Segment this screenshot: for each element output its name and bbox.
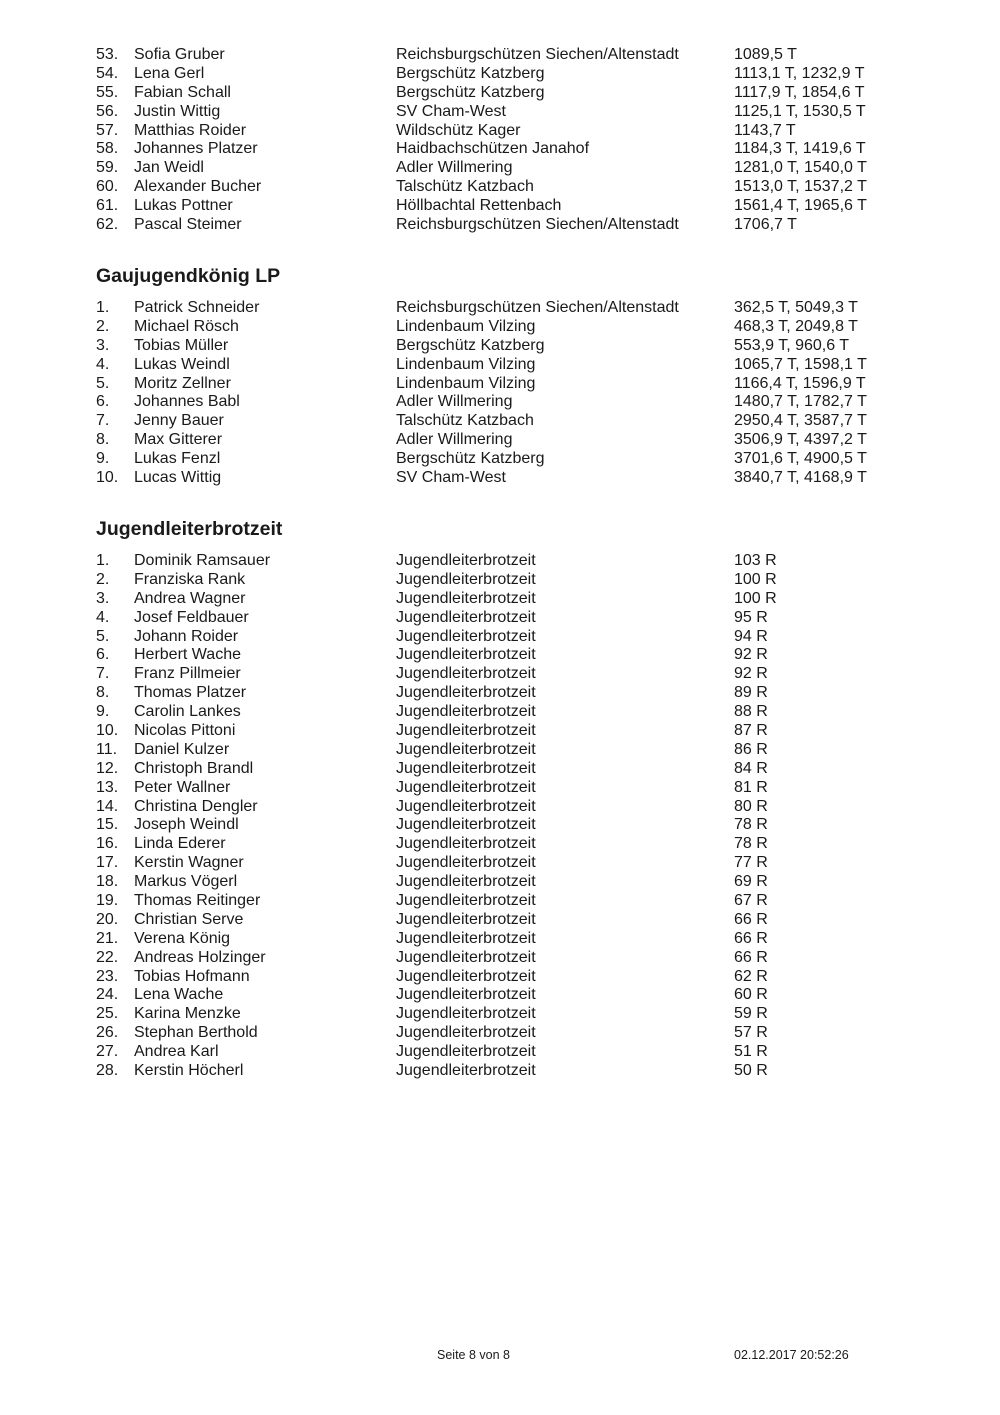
name-cell: Thomas Platzer [134,684,247,702]
club-cell: Talschütz Katzbach [396,412,534,430]
table-row [96,779,906,798]
name-cell: Johannes Babl [134,393,240,411]
table-row [96,571,906,590]
table-row [96,393,906,412]
value-cell: 1513,0 T, 1537,2 T [734,178,867,196]
rank-cell: 18. [96,873,119,891]
club-cell: Wildschütz Kager [396,121,521,139]
club-cell: Lindenbaum Vilzing [396,355,536,373]
table-row [96,159,906,178]
name-cell: Max Gitterer [134,431,223,449]
table-row [96,122,906,141]
value-cell: 1561,4 T, 1965,6 T [734,197,867,215]
rank-cell: 28. [96,1062,119,1080]
name-cell: Franziska Rank [134,570,246,588]
value-cell: 78 R [734,816,768,834]
table-row [96,337,906,356]
value-cell: 66 R [734,910,768,928]
club-cell: Bergschütz Katzberg [396,83,545,101]
table-row [96,609,906,628]
value-cell: 2950,4 T, 3587,7 T [734,412,867,430]
table-row [96,968,906,987]
club-cell: SV Cham-West [396,102,506,120]
rank-cell: 61. [96,197,119,215]
table-row [96,1043,906,1062]
club-cell: Jugendleiterbrotzeit [396,646,536,664]
value-cell: 94 R [734,627,768,645]
rank-cell: 3. [96,589,110,607]
name-cell: Justin Wittig [134,102,221,120]
value-cell: 62 R [734,967,768,985]
value-cell: 1143,7 T [734,121,796,139]
value-cell: 1706,7 T [734,216,797,234]
name-cell: Herbert Wache [134,646,241,664]
table-row [96,299,906,318]
table-row [96,590,906,609]
name-cell: Daniel Kulzer [134,740,230,758]
value-cell: 1113,1 T, 1232,9 T [734,64,865,82]
club-cell: Adler Willmering [396,431,513,449]
club-cell: Bergschütz Katzberg [396,450,545,468]
club-cell: Jugendleiterbrotzeit [396,1043,536,1061]
name-cell: Stephan Berthold [134,1024,258,1042]
club-cell: Jugendleiterbrotzeit [396,1005,536,1023]
table-row [96,986,906,1005]
name-cell: Johannes Platzer [134,140,258,158]
section-title-gaujugendkoenig: Gaujugendkönig LP [96,265,281,287]
value-cell: 77 R [734,854,768,872]
club-cell: Jugendleiterbrotzeit [396,1062,536,1080]
name-cell: Dominik Ramsauer [134,552,271,569]
table-row [96,665,906,684]
name-cell: Kerstin Höcherl [134,1062,244,1080]
rank-cell: 5. [96,627,110,645]
club-cell: Jugendleiterbrotzeit [396,552,536,569]
value-cell: 1125,1 T, 1530,5 T [734,102,866,120]
rank-cell: 25. [96,1005,119,1023]
table-row [96,911,906,930]
rank-cell: 16. [96,835,119,853]
value-cell: 362,5 T, 5049,3 T [734,299,858,316]
table-row [96,741,906,760]
rank-cell: 19. [96,892,119,910]
name-cell: Jan Weidl [134,159,204,177]
value-cell: 3840,7 T, 4168,9 T [734,469,867,487]
value-cell: 59 R [734,1005,768,1023]
name-cell: Linda Ederer [134,835,226,853]
club-cell: Jugendleiterbrotzeit [396,740,536,758]
value-cell: 92 R [734,665,768,683]
value-cell: 553,9 T, 960,6 T [734,336,850,354]
name-cell: Nicolas Pittoni [134,722,236,740]
value-cell: 103 R [734,552,777,569]
value-cell: 66 R [734,929,768,947]
club-cell: Jugendleiterbrotzeit [396,570,536,588]
table-row [96,892,906,911]
value-cell: 92 R [734,646,768,664]
rank-cell: 4. [96,355,110,373]
rank-cell: 4. [96,608,110,626]
club-cell: Adler Willmering [396,159,513,177]
club-cell: Jugendleiterbrotzeit [396,759,536,777]
name-cell: Tobias Müller [134,336,229,354]
table-row [96,873,906,892]
rank-cell: 7. [96,412,110,430]
value-cell: 95 R [734,608,768,626]
club-cell: Jugendleiterbrotzeit [396,816,536,834]
table-row [96,816,906,835]
club-cell: Bergschütz Katzberg [396,336,545,354]
name-cell: Lena Gerl [134,64,205,82]
value-cell: 468,3 T, 2049,8 T [734,317,858,335]
table-row [96,103,906,122]
results-list-jugendleiterbrotzeit [96,552,906,1081]
name-cell: Carolin Lankes [134,703,241,721]
club-cell: Jugendleiterbrotzeit [396,703,536,721]
value-cell: 57 R [734,1024,768,1042]
club-cell: SV Cham-West [396,469,506,487]
rank-cell: 2. [96,317,110,335]
rank-cell: 5. [96,374,110,392]
rank-cell: 26. [96,1024,119,1042]
name-cell: Andrea Wagner [134,589,246,607]
club-cell: Adler Willmering [396,393,513,411]
name-cell: Fabian Schall [134,83,231,101]
club-cell: Jugendleiterbrotzeit [396,797,536,815]
club-cell: Jugendleiterbrotzeit [396,589,536,607]
rank-cell: 56. [96,102,119,120]
rank-cell: 8. [96,431,110,449]
value-cell: 88 R [734,703,768,721]
name-cell: Sofia Gruber [134,46,225,63]
value-cell: 3506,9 T, 4397,2 T [734,431,867,449]
rank-cell: 11. [96,740,118,758]
club-cell: Reichsburgschützen Siechen/Altenstadt [396,299,679,316]
club-cell: Jugendleiterbrotzeit [396,948,536,966]
club-cell: Jugendleiterbrotzeit [396,873,536,891]
club-cell: Jugendleiterbrotzeit [396,722,536,740]
club-cell: Jugendleiterbrotzeit [396,684,536,702]
club-cell: Jugendleiterbrotzeit [396,892,536,910]
value-cell: 66 R [734,948,768,966]
table-row [96,197,906,216]
table-row [96,949,906,968]
name-cell: Moritz Zellner [134,374,231,392]
name-cell: Tobias Hofmann [134,967,250,985]
table-row [96,65,906,84]
table-row [96,760,906,779]
table-row [96,722,906,741]
rank-cell: 8. [96,684,110,702]
name-cell: Josef Feldbauer [134,608,249,626]
club-cell: Talschütz Katzbach [396,178,534,196]
value-cell: 81 R [734,778,768,796]
name-cell: Kerstin Wagner [134,854,244,872]
table-row [96,356,906,375]
page-number: Seite 8 von 8 [437,1348,510,1362]
rank-cell: 60. [96,178,119,196]
table-row [96,469,906,488]
rank-cell: 20. [96,910,119,928]
rank-cell: 6. [96,646,110,664]
results-list-gaujugendkoenig [96,299,906,488]
value-cell: 50 R [734,1062,768,1080]
table-row [96,703,906,722]
rank-cell: 54. [96,64,119,82]
results-list-continued [96,46,906,235]
name-cell: Michael Rösch [134,317,239,335]
table-row [96,835,906,854]
club-cell: Jugendleiterbrotzeit [396,835,536,853]
name-cell: Andrea Karl [134,1043,219,1061]
club-cell: Lindenbaum Vilzing [396,317,536,335]
value-cell: 60 R [734,986,768,1004]
club-cell: Jugendleiterbrotzeit [396,986,536,1004]
club-cell: Reichsburgschützen Siechen/Altenstadt [396,216,679,234]
table-row [96,46,906,65]
table-row [96,930,906,949]
name-cell: Verena König [134,929,231,947]
table-row [96,318,906,337]
name-cell: Andreas Holzinger [134,948,266,966]
name-cell: Lukas Pottner [134,197,233,215]
table-row [96,628,906,647]
name-cell: Jenny Bauer [134,412,224,430]
value-cell: 1065,7 T, 1598,1 T [734,355,867,373]
rank-cell: 55. [96,83,119,101]
club-cell: Jugendleiterbrotzeit [396,627,536,645]
rank-cell: 14. [96,797,119,815]
rank-cell: 58. [96,140,119,158]
value-cell: 100 R [734,570,777,588]
rank-cell: 15. [96,816,119,834]
name-cell: Matthias Roider [134,121,247,139]
rank-cell: 9. [96,703,110,721]
name-cell: Lukas Weindl [134,355,230,373]
table-row [96,854,906,873]
rank-cell: 53. [96,46,119,63]
rank-cell: 3. [96,336,110,354]
table-row [96,1024,906,1043]
print-timestamp: 02.12.2017 20:52:26 [734,1348,849,1362]
table-row [96,684,906,703]
table-row [96,216,906,235]
value-cell: 1117,9 T, 1854,6 T [734,83,865,101]
table-row [96,1005,906,1024]
table-row [96,375,906,394]
value-cell: 100 R [734,589,777,607]
name-cell: Lukas Fenzl [134,450,221,468]
name-cell: Joseph Weindl [134,816,239,834]
value-cell: 1089,5 T [734,46,797,63]
value-cell: 1480,7 T, 1782,7 T [734,393,867,411]
club-cell: Reichsburgschützen Siechen/Altenstadt [396,46,679,63]
table-row [96,412,906,431]
value-cell: 1281,0 T, 1540,0 T [734,159,867,177]
table-row [96,450,906,469]
rank-cell: 1. [96,299,110,316]
value-cell: 80 R [734,797,768,815]
name-cell: Peter Wallner [134,778,231,796]
table-row [96,1062,906,1081]
name-cell: Thomas Reitinger [134,892,261,910]
club-cell: Jugendleiterbrotzeit [396,665,536,683]
club-cell: Jugendleiterbrotzeit [396,1024,536,1042]
value-cell: 3701,6 T, 4900,5 T [734,450,867,468]
rank-cell: 17. [96,854,119,872]
value-cell: 86 R [734,740,768,758]
table-row [96,140,906,159]
name-cell: Lucas Wittig [134,469,222,487]
rank-cell: 23. [96,967,119,985]
rank-cell: 13. [96,778,119,796]
rank-cell: 59. [96,159,119,177]
table-row [96,646,906,665]
rank-cell: 21. [96,929,119,947]
value-cell: 78 R [734,835,768,853]
value-cell: 84 R [734,759,768,777]
value-cell: 1184,3 T, 1419,6 T [734,140,866,158]
club-cell: Haidbachschützen Janahof [396,140,590,158]
rank-cell: 6. [96,393,110,411]
rank-cell: 1. [96,552,110,569]
value-cell: 89 R [734,684,768,702]
rank-cell: 22. [96,948,119,966]
rank-cell: 7. [96,665,110,683]
section-title-jugendleiterbrotzeit: Jugendleiterbrotzeit [96,518,283,540]
club-cell: Jugendleiterbrotzeit [396,910,536,928]
club-cell: Höllbachtal Rettenbach [396,197,562,215]
rank-cell: 9. [96,450,110,468]
table-row [96,552,906,571]
rank-cell: 57. [96,121,119,139]
club-cell: Bergschütz Katzberg [396,64,545,82]
name-cell: Patrick Schneider [134,299,260,316]
value-cell: 69 R [734,873,768,891]
club-cell: Jugendleiterbrotzeit [396,608,536,626]
club-cell: Lindenbaum Vilzing [396,374,536,392]
club-cell: Jugendleiterbrotzeit [396,778,536,796]
value-cell: 87 R [734,722,768,740]
name-cell: Lena Wache [134,986,224,1004]
table-row [96,798,906,817]
rank-cell: 10. [96,722,119,740]
rank-cell: 10. [96,469,119,487]
name-cell: Johann Roider [134,627,239,645]
name-cell: Pascal Steimer [134,216,242,234]
rank-cell: 27. [96,1043,119,1061]
value-cell: 67 R [734,892,768,910]
club-cell: Jugendleiterbrotzeit [396,854,536,872]
table-row [96,431,906,450]
name-cell: Christoph Brandl [134,759,254,777]
table-row [96,84,906,103]
name-cell: Christian Serve [134,910,244,928]
name-cell: Alexander Bucher [134,178,262,196]
rank-cell: 24. [96,986,119,1004]
name-cell: Franz Pillmeier [134,665,241,683]
name-cell: Karina Menzke [134,1005,241,1023]
rank-cell: 2. [96,570,110,588]
club-cell: Jugendleiterbrotzeit [396,929,536,947]
club-cell: Jugendleiterbrotzeit [396,967,536,985]
table-row [96,178,906,197]
rank-cell: 12. [96,759,119,777]
value-cell: 1166,4 T, 1596,9 T [734,374,866,392]
name-cell: Markus Vögerl [134,873,238,891]
rank-cell: 62. [96,216,119,234]
name-cell: Christina Dengler [134,797,258,815]
value-cell: 51 R [734,1043,768,1061]
